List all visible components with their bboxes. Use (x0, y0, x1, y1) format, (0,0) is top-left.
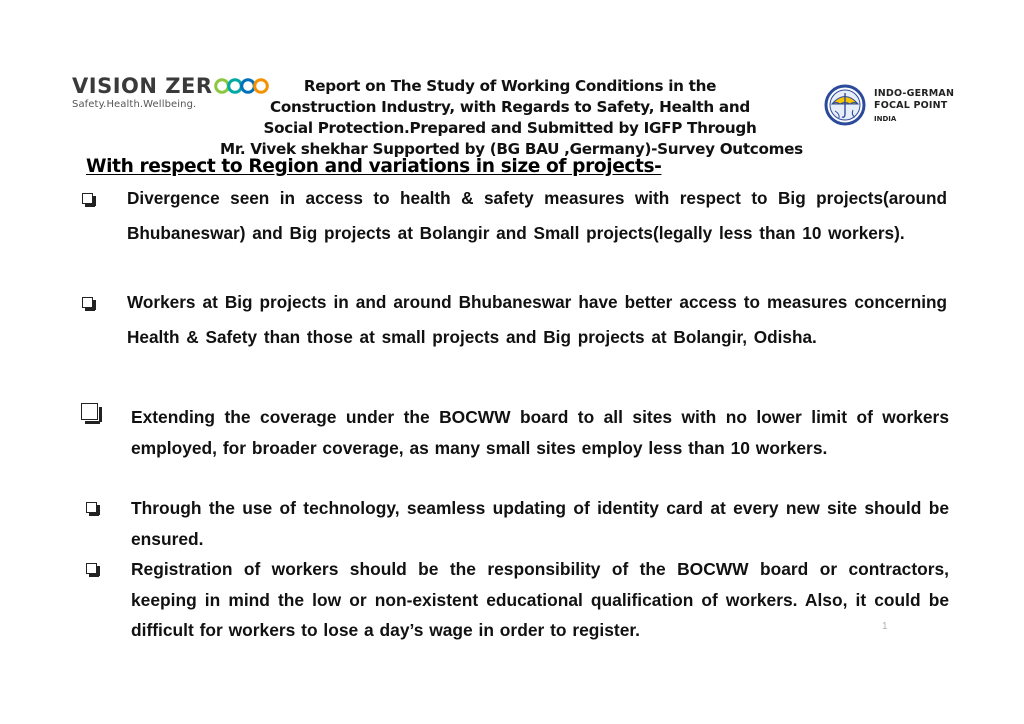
bullet-text: Extending the coverage under the BOCWW board to all sites with no lower limit of workers employed, for broader coverage, as many small sites employ less than 10 workers. (131, 407, 949, 458)
report-title (220, 76, 803, 160)
igfp-logo (823, 84, 963, 126)
vision-zero-tagline: Safety.Health.Wellbeing. (72, 99, 197, 110)
checkbox-bullet-icon (82, 193, 93, 204)
checkbox-bullet-icon (82, 297, 93, 308)
report-title-line: Mr. Vivek shekhar Supported by (BG BAU ,Germany)-Survey Outcomes (220, 140, 803, 158)
bullet-text: Through the use of technology, seamless updating of identity card at every new site should be ensured. (131, 498, 949, 549)
bullet-text: Workers at Big projects in and around Bhubaneswar have better access to measures concerning Health & Safety than those at small projects and Big projects at Bolangir, Odisha. (127, 292, 947, 347)
igfp-line1: INDO-GERMAN (874, 88, 955, 99)
bullet-text: Divergence seen in access to health & safety measures with respect to Big projects(around Bhubaneswar) and Big projects at Bolangir and Small projects(legally less than 10 workers). (127, 188, 947, 243)
igfp-text (874, 88, 954, 125)
checkbox-bullet-icon (81, 403, 98, 420)
bullet-text: Registration of workers should be the responsibility of the BOCWW board or contractors, keeping in mind the low or non-existent educational qualification of workers. Also, it could be difficult for workers to lose a day’s wage in order to register. (131, 559, 949, 640)
igfp-line2: FOCAL POINT (874, 100, 948, 111)
report-title-line: Social Protection.Prepared and Submitted by IGFP Through (263, 119, 757, 137)
report-title-line: Construction Industry, with Regards to Safety, Health and (270, 98, 750, 116)
section-heading: With respect to Region and variations in size of projects- (86, 156, 662, 177)
checkbox-bullet-icon (86, 502, 97, 513)
report-title-line: Report on The Study of Working Conditions in the (303, 77, 717, 95)
igfp-line3: INDIA (874, 115, 897, 123)
page-number: 1 (882, 621, 888, 632)
checkbox-bullet-icon (86, 563, 97, 574)
umbrella-globe-emblem-icon (823, 84, 867, 126)
vision-zero-wordmark: VISION ZER (72, 74, 213, 98)
